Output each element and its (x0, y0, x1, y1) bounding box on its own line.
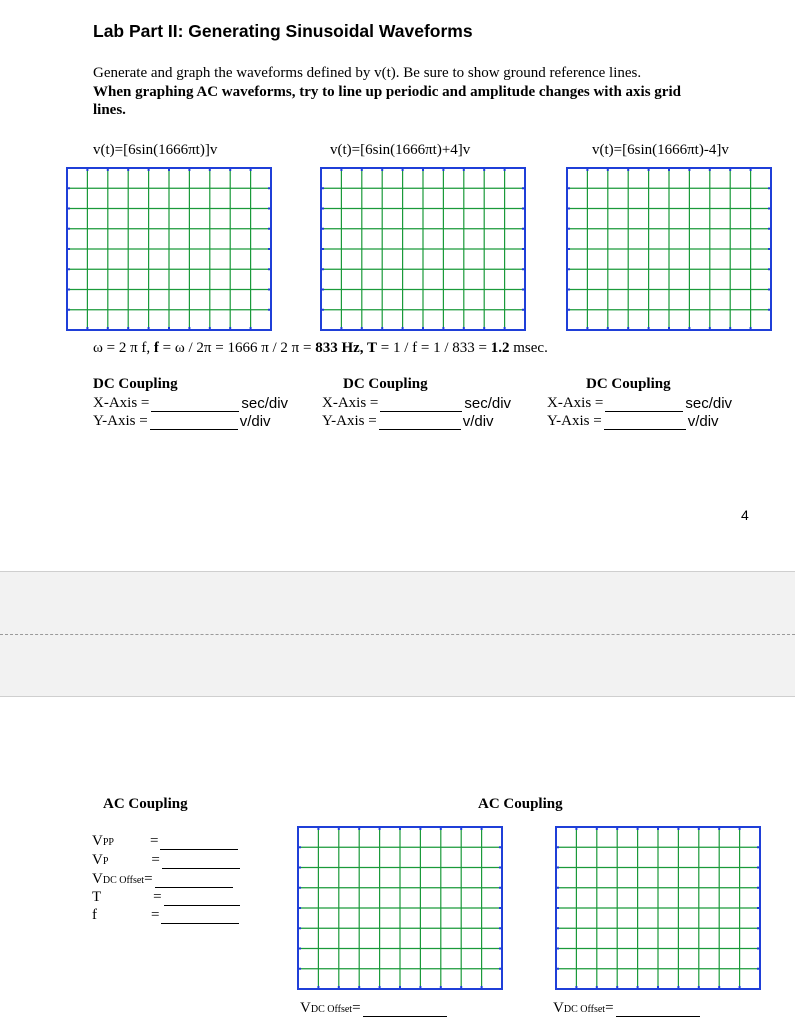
frequency-label: f (92, 907, 97, 923)
v-div-unit: v/div (462, 413, 494, 430)
sec-div-unit: sec/div (241, 395, 289, 412)
ac-coupling-heading-right: AC Coupling (478, 796, 563, 812)
vpp-blank[interactable] (160, 837, 238, 850)
waveform-label-3: v(t)=[6sin(1666πt)-4]v (592, 142, 729, 158)
graph-grid-1[interactable] (66, 167, 272, 331)
waveform-label-1: v(t)=[6sin(1666πt)]v (93, 142, 218, 158)
dc-y-axis-row-1 (93, 413, 271, 430)
v-div-unit: v/div (239, 413, 271, 430)
dc-x-axis-row-2 (322, 395, 511, 412)
x-axis-blank[interactable] (605, 399, 683, 412)
vdc-equals: = (144, 871, 153, 887)
frequency-equation (93, 340, 548, 357)
graph-vdc-equals: = (352, 1000, 361, 1016)
ac-coupling-heading-left: AC Coupling (103, 796, 188, 812)
equation-part-3: = ω / 2π = 1666 π / 2 π = (158, 340, 316, 356)
page-number: 4 (741, 507, 749, 523)
graph-vdc-offset-row-1 (300, 1000, 449, 1017)
instruction-line-3: lines. (93, 102, 126, 118)
dc-y-axis-row-2 (322, 413, 494, 430)
vpp-equals: = (149, 833, 159, 849)
y-axis-blank[interactable] (379, 417, 461, 430)
equation-part-4: 833 Hz, T (315, 340, 378, 356)
equation-part-5: = 1 / f = 1 / 833 = (377, 340, 491, 356)
vdc-offset-row (92, 871, 235, 888)
y-axis-label: Y-Axis = (322, 413, 377, 429)
graph-vdc-offset-label: VDC Offset (553, 1000, 606, 1016)
graph-vdc-offset-blank[interactable] (363, 1004, 447, 1017)
x-axis-label: X-Axis = (547, 395, 604, 411)
dc-coupling-heading-2: DC Coupling (343, 376, 428, 392)
y-axis-blank[interactable] (150, 417, 238, 430)
instruction-line-2: When graphing AC waveforms, try to line up periodic and amplitude changes with axis grid (93, 84, 681, 100)
graph-vdc-equals: = (605, 1000, 614, 1016)
dc-x-axis-row-3 (547, 395, 732, 412)
y-axis-blank[interactable] (604, 417, 686, 430)
x-axis-blank[interactable] (151, 399, 239, 412)
y-axis-label: Y-Axis = (93, 413, 148, 429)
vdc-offset-blank[interactable] (155, 875, 233, 888)
vp-row (92, 852, 242, 869)
vp-equals: = (151, 852, 160, 868)
page-title: Lab Part II: Generating Sinusoidal Waveforms (93, 21, 473, 41)
sec-div-unit: sec/div (464, 395, 512, 412)
period-label: T (92, 889, 102, 905)
vp-blank[interactable] (162, 856, 240, 869)
graph-grid-3[interactable] (566, 167, 772, 331)
frequency-blank[interactable] (161, 911, 239, 924)
period-row (92, 889, 242, 906)
frequency-equals: = (151, 907, 160, 923)
page-break-bottom-rule (0, 696, 795, 697)
dc-coupling-heading-3: DC Coupling (586, 376, 671, 392)
graph-vdc-offset-row-2 (553, 1000, 702, 1017)
dc-y-axis-row-3 (547, 413, 719, 430)
x-axis-label: X-Axis = (322, 395, 379, 411)
x-axis-blank[interactable] (380, 399, 462, 412)
equation-part-2: f (153, 340, 159, 356)
period-equals: = (153, 889, 162, 905)
waveform-label-2: v(t)=[6sin(1666πt)+4]v (330, 142, 471, 158)
graph-vdc-offset-label: VDC Offset (300, 1000, 353, 1016)
ac-graph-grid-2[interactable] (555, 826, 761, 990)
vpp-label: VPP (92, 833, 114, 849)
v-div-unit: v/div (687, 413, 719, 430)
graph-vdc-offset-blank[interactable] (616, 1004, 700, 1017)
period-blank[interactable] (164, 893, 240, 906)
vp-label: VP (92, 852, 109, 868)
x-axis-label: X-Axis = (93, 395, 150, 411)
instruction-line-1: Generate and graph the waveforms defined by v(t). Be sure to show ground reference lines. (93, 65, 642, 81)
ac-graph-grid-1[interactable] (297, 826, 503, 990)
equation-part-1: ω = 2 π f, (93, 340, 154, 356)
sec-div-unit: sec/div (685, 395, 733, 412)
graph-grid-2[interactable] (320, 167, 526, 331)
vpp-row (92, 833, 240, 850)
equation-part-7: msec. (509, 340, 548, 356)
dc-coupling-heading-1: DC Coupling (93, 376, 178, 392)
frequency-row (92, 907, 241, 924)
dc-x-axis-row-1 (93, 395, 288, 412)
y-axis-label: Y-Axis = (547, 413, 602, 429)
page-break-dashed-line (0, 634, 795, 635)
equation-part-6: 1.2 (490, 340, 510, 356)
vdc-offset-label: VDC Offset (92, 871, 145, 887)
